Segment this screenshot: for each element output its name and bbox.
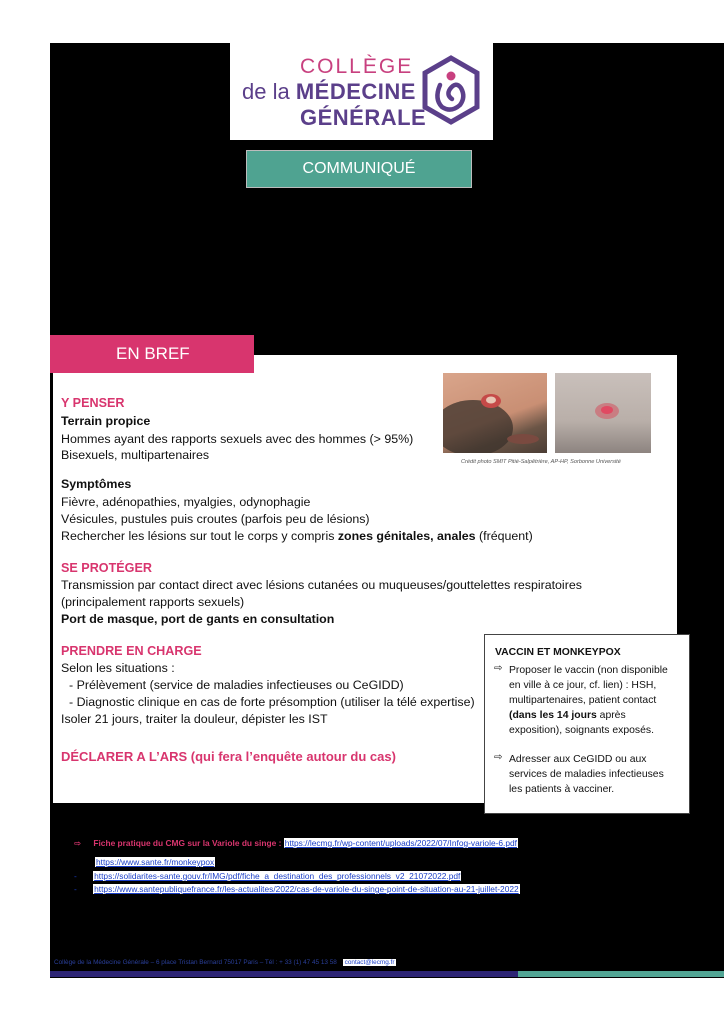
proteger-line-1: Transmission par contact direct avec lésions cutanées ou muqueuses/gouttelettes respiratoires — [61, 578, 582, 592]
en-bref-tab: EN BREF — [50, 335, 254, 373]
vaccin-item1-line2: en ville à ce jour, cf. lien) : HSH, — [509, 680, 657, 691]
terrain-line-1: Hommes ayant des rapports sexuels avec des hommes (> 95%) — [61, 432, 414, 446]
vaccin-item1-line5: exposition), soignants exposés. — [509, 725, 654, 736]
logo-line-college: COLLÈGE — [300, 55, 414, 78]
vaccin-title: VACCIN ET MONKEYPOX — [495, 647, 621, 658]
lesion-photo-beard — [443, 373, 547, 453]
dash-bullet: - — [74, 871, 77, 881]
heading-declarer: DÉCLARER A L’ARS (qui fera l’enquête autour du cas) — [61, 749, 396, 764]
vaccin-item2-line3: les patients à vacciner. — [509, 784, 615, 795]
link-solidarites-sante[interactable]: https://solidarites-sante.gouv.fr/IMG/pdf/fiche_a_destination_des_professionnels_v2_21072022.pdf — [94, 871, 461, 881]
college-logo — [230, 43, 493, 140]
footer — [54, 959, 396, 966]
symptomes-line-3: Rechercher les lésions sur tout le corps y compris zones génitales, anales (fréquent) — [61, 529, 533, 543]
heading-se-proteger: SE PROTÉGER — [61, 561, 152, 575]
vaccin-item2-line2: services de maladies infectieuses — [509, 769, 664, 780]
charge-line-2: - Prélèvement (service de maladies infectieuses ou CeGIDD) — [69, 678, 404, 692]
symptomes-line-1: Fièvre, adénopathies, myalgies, odynophagie — [61, 495, 311, 509]
proteger-line-3: Port de masque, port de gants en consultation — [61, 612, 335, 626]
footer-bar-teal — [518, 971, 724, 977]
solidarites-row — [74, 871, 461, 881]
arrow-icon: ⇨ — [494, 752, 503, 763]
spf-row — [74, 884, 520, 894]
sante-row — [95, 857, 215, 867]
link-sante-publique-france[interactable]: https://www.santepubliquefrance.fr/les-actualites/2022/cas-de-variole-du-singe-point-de-situation-au-21-juillet-2022 — [94, 884, 519, 894]
logo-line-generale: GÉNÉRALE — [300, 105, 427, 130]
lesion-photo-skin — [555, 373, 651, 453]
terrain-title: Terrain propice — [61, 414, 151, 428]
charge-line-1: Selon les situations : — [61, 661, 175, 675]
logo-line-medecine: de la MÉDECINE — [242, 79, 416, 104]
photo-credit: Crédit photo SMIT Pitié-Salpêtrière, AP-HP, Sorbonne Université — [461, 459, 621, 465]
vaccin-item1-line3: multipartenaires, patient contact — [509, 695, 657, 706]
communique-banner: COMMUNIQUÉ — [246, 150, 472, 188]
footer-email-link[interactable]: contact@lecmg.fr — [344, 959, 395, 966]
vaccin-item1-line4: (dans les 14 jours après — [509, 710, 626, 721]
charge-line-4: Isoler 21 jours, traiter la douleur, dépister les IST — [61, 712, 328, 726]
link-sante-fr[interactable]: https://www.sante.fr/monkeypox — [96, 857, 215, 867]
vaccin-box — [484, 634, 690, 814]
fiche-label: Fiche pratique du CMG sur la Variole du singe : — [93, 838, 284, 848]
arrow-bullet-icon: ⇨ — [74, 838, 82, 848]
college-logo-mark-icon — [420, 55, 482, 125]
charge-line-3: - Diagnostic clinique en cas de forte présomption (utiliser la télé expertise) — [69, 695, 475, 709]
fiche-row — [74, 838, 518, 848]
heading-y-penser: Y PENSER — [61, 396, 125, 410]
symptomes-title: Symptômes — [61, 477, 132, 491]
link-fiche-cmg[interactable]: https://lecmg.fr/wp-content/uploads/2022/07/Infog-variole-6.pdf — [284, 838, 518, 848]
dash-bullet: - — [74, 884, 77, 894]
footer-address: Collège de la Médecine Générale – 6 place Tristan Bernard 75017 Paris – Tél : + 33 (1) 47 45 13 58 — [54, 959, 337, 966]
terrain-line-2: Bisexuels, multipartenaires — [61, 448, 210, 462]
arrow-icon: ⇨ — [494, 663, 503, 674]
heading-prendre-en-charge: PRENDRE EN CHARGE — [61, 644, 202, 658]
proteger-line-2: (principalement rapports sexuels) — [61, 595, 245, 609]
vaccin-item1-line1: Proposer le vaccin (non disponible — [509, 665, 668, 676]
symptomes-line-2: Vésicules, pustules puis croutes (parfois peu de lésions) — [61, 512, 370, 526]
footer-bar-navy — [50, 971, 518, 977]
vaccin-item2-line1: Adresser aux CeGIDD ou aux — [509, 754, 647, 765]
